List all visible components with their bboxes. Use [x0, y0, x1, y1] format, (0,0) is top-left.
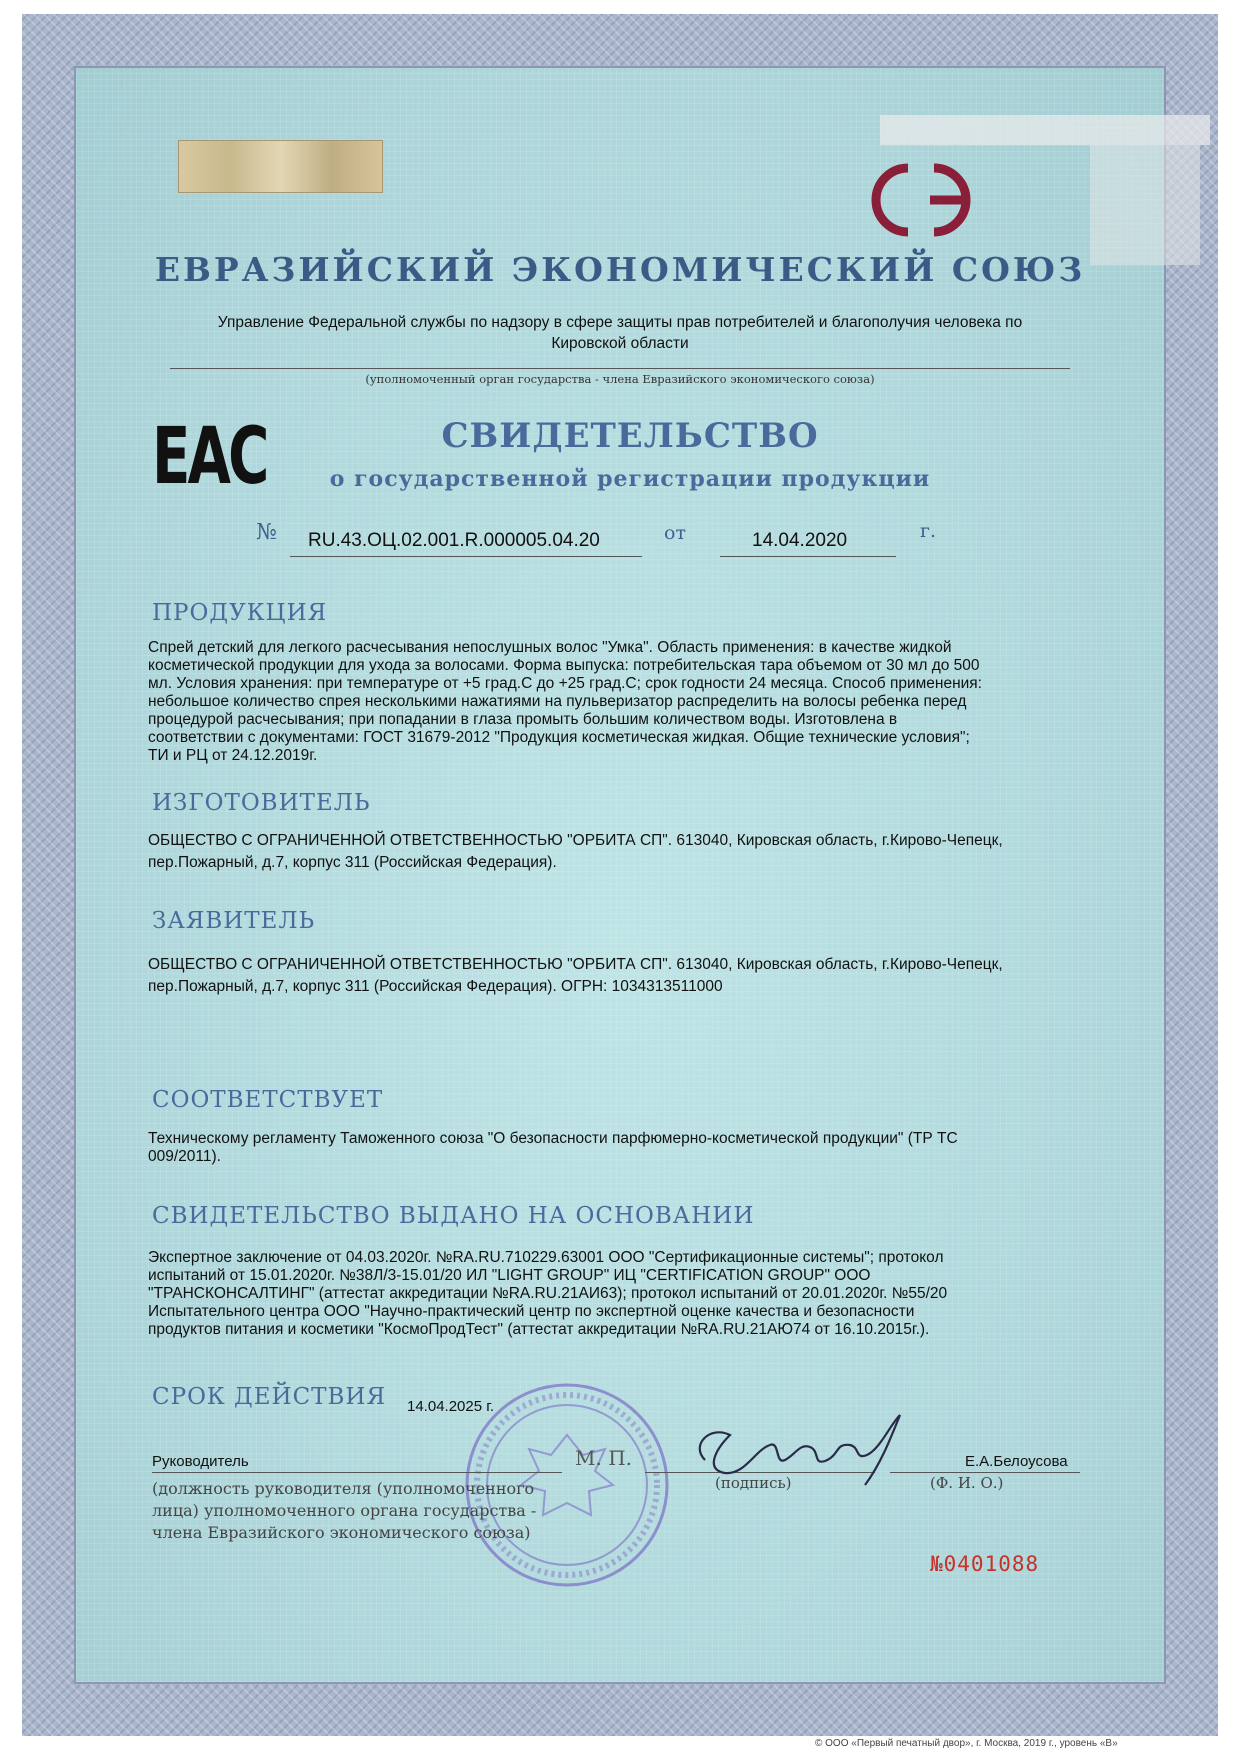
handwritten-signature: [685, 1405, 915, 1495]
product-description: [148, 639, 1078, 765]
authority-line-2: Кировской области: [551, 335, 689, 352]
product-line: косметической продукции для ухода за волосами. Форма выпуска: потребительская тара объемом от 30 мл до 500: [148, 657, 980, 674]
authority-rule: [170, 368, 1070, 369]
conformity-line: Техническому регламенту Таможенного союза "О безопасности парфюмерно-косметической продукции" (ТР ТС: [148, 1130, 958, 1147]
certificate-subtitle: о государственной регистрации продукции: [329, 466, 931, 492]
position-caption-line: лица) уполномоченного органа государства -: [152, 1501, 537, 1520]
hologram-sticker: [178, 140, 383, 193]
year-suffix: г.: [920, 520, 936, 542]
section-heading-conforms: СООТВЕТСТВУЕТ: [152, 1087, 384, 1113]
manufacturer-line: пер.Пожарный, д.7, корпус 311 (Российская Федерация).: [148, 854, 557, 871]
union-title: ЕВРАЗИЙСКИЙ ЭКОНОМИЧЕСКИЙ СОЮЗ: [154, 250, 1086, 289]
number-rule: [290, 556, 642, 557]
section-heading-product: ПРОДУКЦИЯ: [152, 600, 328, 626]
applicant-line: пер.Пожарный, д.7, корпус 311 (Российская Федерация). ОГРН: 1034313511000: [148, 978, 723, 995]
product-line: небольшое количество спрея несколькими нажатиями на пульверизатор распределить на волосы ребенка перед: [148, 693, 967, 710]
certificate-number: RU.43.ОЦ.02.001.R.000005.04.20: [308, 530, 600, 551]
signatory-position: Руководитель: [152, 1453, 249, 1470]
conformity-line: 009/2011).: [148, 1148, 221, 1165]
position-caption-line: (должность руководителя (уполномоченного: [152, 1479, 535, 1498]
issuing-authority: [160, 312, 1080, 354]
basis-line: "ТРАНСКОНСАЛТИНГ" (аттестат аккредитации №RA.RU.21АИ63); протокол испытаний от 20.01.2020г. №55/20: [148, 1285, 948, 1302]
hologram-block: [1090, 145, 1200, 265]
product-line: процедурой расчесывания; при попадании в глаза промыть большим количеством воды. Изготовлена в: [148, 711, 898, 728]
basis-line: продуктов питания и косметики "КосмоПродТест" (аттестат аккредитации №RA.RU.21АЮ74 от 16.10.2015г.).: [148, 1321, 930, 1338]
seal-place-label: М. П.: [575, 1446, 632, 1470]
basis-line: испытаний от 15.01.2020г. №38Л/3-15.01/20 ИЛ "LIGHT GROUP" ИЦ "CERTIFICATION GROUP" ООО: [148, 1267, 871, 1284]
product-line: мл. Условия хранения: при температуре от +5 град.С до +25 град.С; срок годности 24 месяца. Способ применения:: [148, 675, 982, 692]
name-rule: [890, 1472, 1080, 1473]
name-caption: (Ф. И. О.): [930, 1474, 1004, 1492]
eac-mark-icon: EAC: [152, 412, 267, 502]
applicant-line: ОБЩЕСТВО С ОГРАНИЧЕННОЙ ОТВЕТСТВЕННОСТЬЮ "ОРБИТА СП". 613040, Кировская область, г.Кирово-Чепецк,: [148, 956, 1003, 973]
certificate-title: СВИДЕТЕЛЬСТВО: [441, 416, 819, 456]
section-heading-basis: СВИДЕТЕЛЬСТВО ВЫДАНО НА ОСНОВАНИИ: [152, 1203, 755, 1229]
date-label: от: [664, 522, 686, 544]
date-rule: [720, 556, 896, 557]
position-caption-line: члена Евразийского экономического союза): [152, 1523, 531, 1542]
validity-date: 14.04.2025 г.: [407, 1398, 495, 1415]
conformity-details: [148, 1130, 1078, 1166]
product-line: соответствии с документами: ГОСТ 31679-2012 "Продукция косметическая жидкая. Общие технические условия";: [148, 729, 970, 746]
form-serial-number: №0401088: [930, 1552, 1040, 1576]
basis-details: [148, 1249, 1078, 1339]
hologram-strip: [880, 115, 1210, 145]
section-heading-validity: СРОК ДЕЙСТВИЯ: [152, 1384, 387, 1410]
position-caption: [152, 1478, 572, 1544]
signatory-name: Е.А.Белоусова: [965, 1453, 1068, 1470]
applicant-details: [148, 956, 1078, 996]
certificate-date: 14.04.2020: [752, 530, 848, 551]
manufacturer-line: ОБЩЕСТВО С ОГРАНИЧЕННОЙ ОТВЕТСТВЕННОСТЬЮ "ОРБИТА СП". 613040, Кировская область, г.Кирово-Чепецк,: [148, 832, 1003, 849]
basis-line: Испытательного центра ООО "Научно-практический центр по экспертной оценке качества и безопасности: [148, 1303, 915, 1320]
manufacturer-details: [148, 832, 1078, 872]
signature-caption: (подпись): [715, 1474, 792, 1492]
authority-line-1: Управление Федеральной службы по надзору в сфере защиты прав потребителей и благополучия человека по: [217, 314, 1023, 331]
section-heading-applicant: ЗАЯВИТЕЛЬ: [152, 908, 316, 934]
product-line: Спрей детский для легкого расчесывания непослушных волос "Умка". Область применения: в качестве жидкой: [148, 639, 952, 656]
basis-line: Экспертное заключение от 04.03.2020г. №RA.RU.710229.63001 ООО "Сертификационные системы"; протокол: [148, 1249, 944, 1266]
position-rule: [152, 1472, 562, 1473]
product-line: ТИ и РЦ от 24.12.2019г.: [148, 747, 318, 764]
number-label: №: [256, 520, 277, 545]
se-mark-icon: [868, 160, 978, 240]
authority-caption: (уполномоченный орган государства - члена Евразийского экономического союза): [365, 372, 875, 386]
printer-note: © ООО «Первый печатный двор», г. Москва, 2019 г., уровень «В»: [815, 1738, 1118, 1749]
section-heading-manufacturer: ИЗГОТОВИТЕЛЬ: [152, 790, 371, 816]
